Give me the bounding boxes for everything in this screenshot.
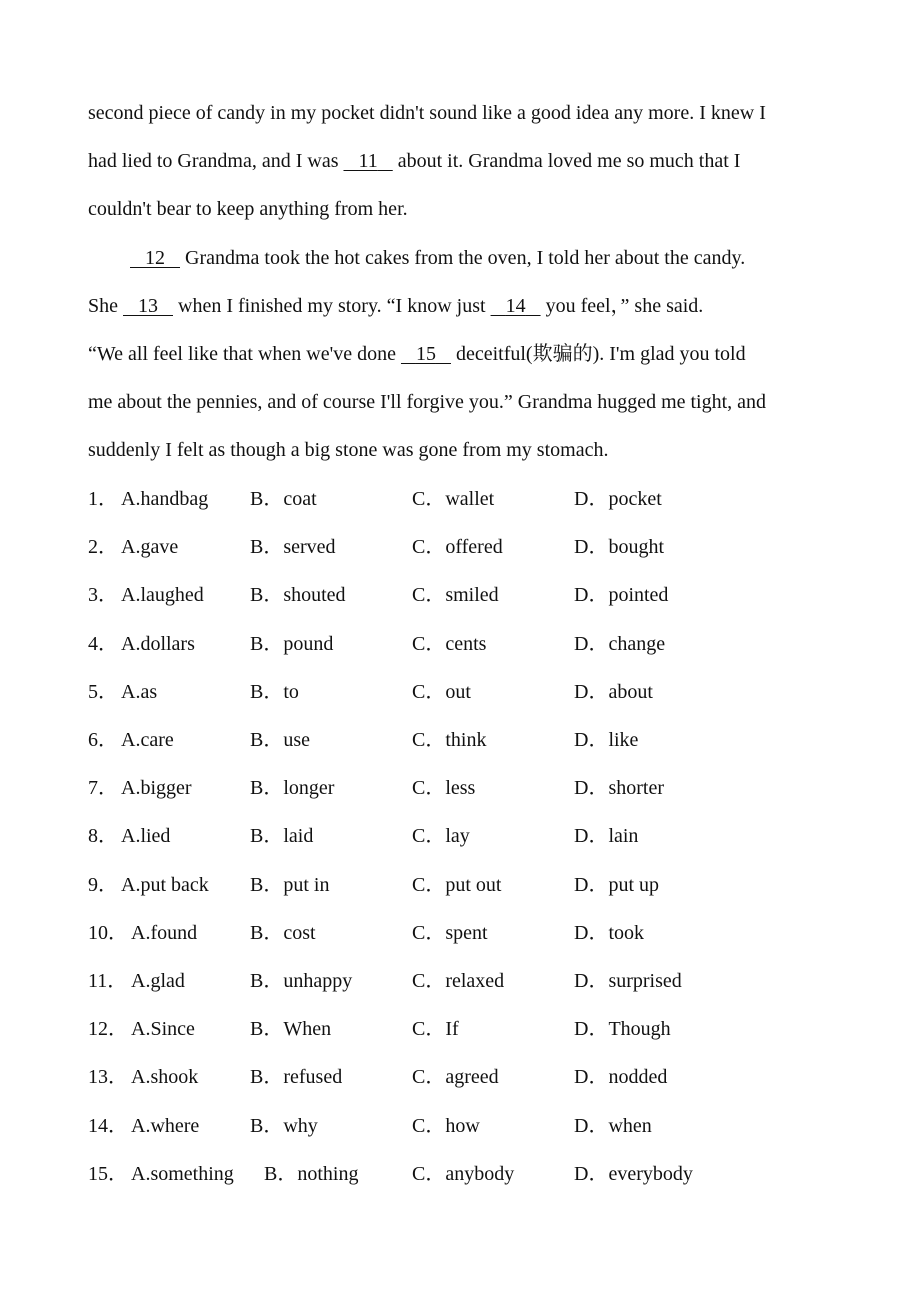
passage-line-5 [88, 293, 703, 319]
question-number: 7． [88, 777, 118, 799]
option-c: C．less [412, 777, 476, 799]
passage-text: Grandma took the hot cakes from the oven, I told her about the candy. [180, 247, 746, 269]
blank-11 [343, 148, 392, 174]
passage-line-2 [88, 148, 740, 174]
option-d: D．change [574, 633, 666, 655]
option-b: B．why [250, 1115, 318, 1137]
question-number: 2． [88, 536, 118, 558]
question-number: 13． [88, 1066, 128, 1088]
option-b: B．coat [250, 488, 317, 510]
question-number: 4． [88, 633, 118, 655]
option-b: B．laid [250, 825, 314, 847]
question-number: 1． [88, 488, 118, 510]
passage-text: when I finished my story. “I know just [173, 295, 491, 317]
option-d: D．nodded [574, 1066, 668, 1088]
option-a: A.gave [121, 536, 179, 558]
option-d: D．like [574, 729, 639, 751]
passage-line-3: couldn't bear to keep anything from her. [88, 198, 408, 220]
passage-text: “We all feel like that when we've done [88, 343, 401, 365]
question-number: 9． [88, 874, 118, 896]
option-d: D．took [574, 922, 644, 944]
option-a: A.shook [131, 1066, 199, 1088]
passage-text: She [88, 295, 123, 317]
question-number: 14． [88, 1115, 128, 1137]
option-b: B．to [250, 681, 299, 703]
blank-number: 13 [138, 295, 158, 317]
blank-12 [130, 245, 180, 271]
option-a: A.put back [121, 874, 209, 896]
passage-line-6 [88, 341, 746, 367]
option-b: B．nothing [264, 1163, 359, 1185]
option-c: C．relaxed [412, 970, 505, 992]
option-c: C．smiled [412, 584, 499, 606]
blank-15 [401, 341, 451, 367]
option-a: A.found [131, 922, 198, 944]
question-number: 3． [88, 584, 118, 606]
option-b: B．When [250, 1018, 332, 1040]
option-d: D．when [574, 1115, 652, 1137]
option-d: D．about [574, 681, 653, 703]
option-c: C．anybody [412, 1163, 515, 1185]
question-number: 15． [88, 1163, 128, 1185]
option-b: B．pound [250, 633, 334, 655]
option-c: C．cents [412, 633, 487, 655]
blank-number: 12 [145, 247, 165, 269]
passage-text: about it. Grandma loved me so much that I [392, 150, 741, 172]
option-c: C．wallet [412, 488, 495, 510]
passage-text: deceitful(欺骗的). I'm glad you told [450, 343, 746, 365]
option-c: C．agreed [412, 1066, 499, 1088]
option-c: C．spent [412, 922, 488, 944]
blank-13 [123, 293, 173, 319]
passage-text: you feel，” she said. [540, 295, 704, 317]
option-b: B．cost [250, 922, 316, 944]
option-b: B．longer [250, 777, 335, 799]
blank-14 [491, 293, 541, 319]
option-a: A.Since [131, 1018, 195, 1040]
option-c: C．out [412, 681, 471, 703]
option-c: C．offered [412, 536, 503, 558]
passage-line-7: me about the pennies, and of course I'll forgive you.” Grandma hugged me tight, and [88, 391, 767, 413]
option-d: D．surprised [574, 970, 682, 992]
option-a: A.care [121, 729, 174, 751]
option-c: C．how [412, 1115, 480, 1137]
passage-line-8: suddenly I felt as though a big stone was gone from my stomach. [88, 439, 609, 461]
blank-number: 11 [358, 150, 378, 172]
option-c: C．put out [412, 874, 502, 896]
option-c: C．If [412, 1018, 459, 1040]
option-d: D．shorter [574, 777, 664, 799]
option-d: D．bought [574, 536, 664, 558]
question-number: 8． [88, 825, 118, 847]
option-a: A.lied [121, 825, 171, 847]
option-a: A.as [121, 681, 158, 703]
option-a: A.bigger [121, 777, 192, 799]
option-d: D．lain [574, 825, 639, 847]
option-d: D．everybody [574, 1163, 693, 1185]
option-a: A.glad [131, 970, 185, 992]
option-c: C．lay [412, 825, 470, 847]
passage-text: had lied to Grandma, and I was [88, 150, 344, 172]
question-number: 11． [88, 970, 128, 992]
question-number: 5． [88, 681, 118, 703]
question-number: 6． [88, 729, 118, 751]
option-c: C．think [412, 729, 487, 751]
option-a: A.dollars [121, 633, 195, 655]
option-a: A.something [131, 1163, 234, 1185]
passage-line-4 [130, 245, 745, 271]
option-d: D．pocket [574, 488, 662, 510]
blank-number: 14 [505, 295, 526, 317]
option-b: B．refused [250, 1066, 343, 1088]
option-b: B．put in [250, 874, 330, 896]
option-b: B．use [250, 729, 310, 751]
option-b: B．unhappy [250, 970, 353, 992]
question-number: 10． [88, 922, 128, 944]
option-a: A.where [131, 1115, 200, 1137]
option-d: D．put up [574, 874, 659, 896]
blank-number: 15 [415, 343, 436, 365]
option-d: D．Though [574, 1018, 671, 1040]
option-b: B．served [250, 536, 336, 558]
option-a: A.laughed [121, 584, 204, 606]
question-number: 12． [88, 1018, 128, 1040]
passage-line-1: second piece of candy in my pocket didn't sound like a good idea any more. I knew I [88, 102, 766, 124]
option-b: B．shouted [250, 584, 346, 606]
option-d: D．pointed [574, 584, 669, 606]
option-a: A.handbag [121, 488, 209, 510]
